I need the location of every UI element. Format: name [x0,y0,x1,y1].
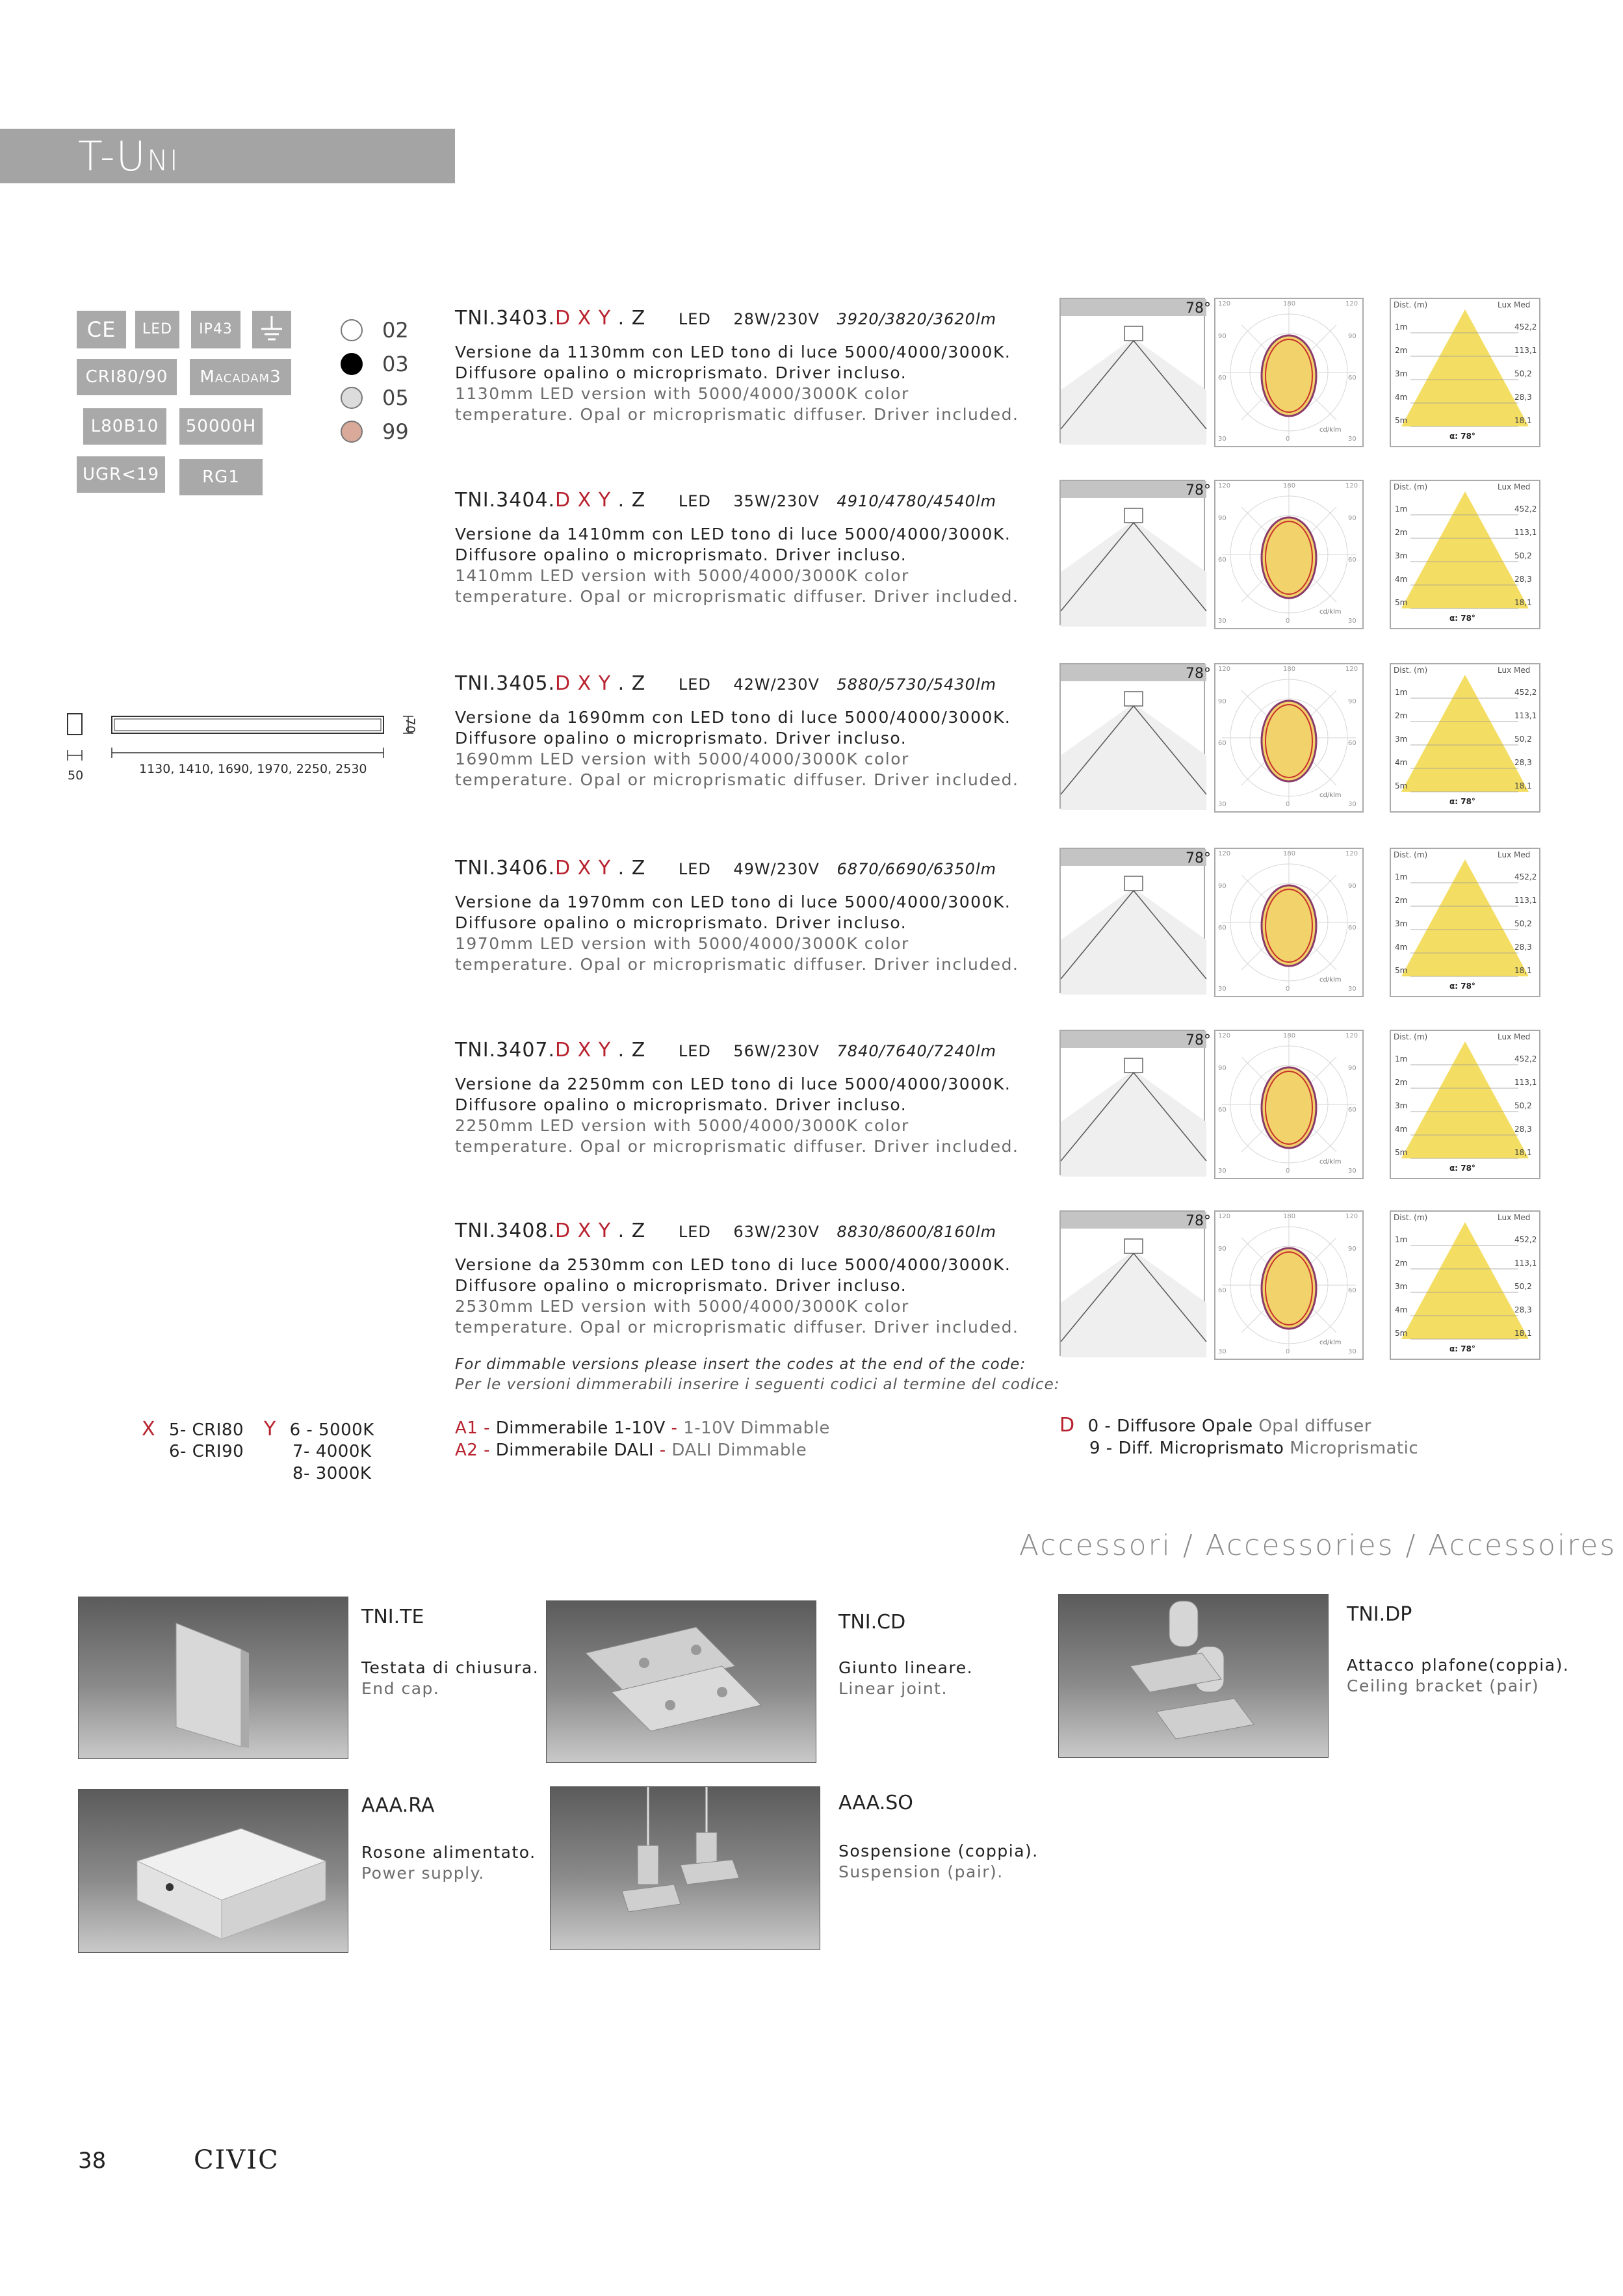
product-code: TNI.3405.D X Y . Z LED 42W/230V 5880/5730/5430lm [455,672,996,695]
polar-chart-icon [1215,849,1362,996]
cone-row-lux: 50,2 [1514,1282,1532,1291]
illuminance-cone: Dist. (m) Lux Med 1m 452,2 2m 113,1 3m 50,2 4m 28,3 5m 18,1 α: 78° [1390,848,1540,997]
cone-row-dist: 4m [1395,943,1408,952]
cone-alpha: α: 78° [1449,1164,1475,1173]
cone-row-lux: 28,3 [1514,943,1532,952]
cone-row-lux: 28,3 [1514,758,1532,767]
cone-row-dist: 5m [1395,1329,1408,1338]
cone-row-dist: 4m [1395,758,1408,767]
accessory-code: TNI.CD [838,1611,906,1634]
legend-y-item: 7- 4000K [292,1442,372,1461]
cone-row-dist: 4m [1395,1125,1408,1134]
cone-alpha: α: 78° [1449,432,1475,441]
cone-row-lux: 18,1 [1514,966,1532,975]
cone-row-dist: 4m [1395,393,1408,402]
cone-row-lux: 113,1 [1514,1078,1537,1087]
cone-row-dist: 2m [1395,1259,1408,1268]
beam-diagram [1059,1030,1211,1175]
accessory-code: TNI.DP [1347,1603,1412,1626]
ce-badge: CE [77,311,126,348]
accessory-image-suspension [550,1786,820,1950]
ground-badge [252,311,291,348]
cone-row-lux: 452,2 [1514,688,1537,697]
accessory-desc: Rosone alimentato. Power supply. [361,1843,536,1883]
illuminance-cone: Dist. (m) Lux Med 1m 452,2 2m 113,1 3m 50,2 4m 28,3 5m 18,1 α: 78° [1390,298,1540,447]
illuminance-cone: Dist. (m) Lux Med 1m 452,2 2m 113,1 3m 50,2 4m 28,3 5m 18,1 α: 78° [1390,1210,1540,1360]
l80-badge: L80B10 [83,408,166,445]
beam-angle: 78° [1186,1032,1211,1049]
cone-row-dist: 3m [1395,919,1408,928]
legend-d-item: 9 - Diff. Microprismato Microprismatic [1089,1439,1419,1458]
cone-row-dist: 5m [1395,1148,1408,1157]
cone-row-dist: 1m [1395,322,1408,332]
product-description: Versione da 1130mm con LED tono di luce 5000/4000/3000K. Diffusore opalino o microprismato. Driver incluso. 1130mm LED version with 5000/4000/3000K color temperature. Opal or microprismatic diffuser. Driver included. [455,343,1019,424]
beam-icon [1061,664,1206,810]
cone-row-lux: 113,1 [1514,896,1537,905]
finish-list [341,313,409,449]
brand-logo: CIVIC [194,2145,279,2175]
finish-swatch-black [341,353,363,375]
cone-row-dist: 1m [1395,688,1408,697]
legend-d [1059,1415,1418,1459]
cone-row-lux: 18,1 [1514,1329,1532,1338]
cone-row-dist: 5m [1395,781,1408,790]
legend-z-item: A1 - Dimmerabile 1-10V - 1-10V Dimmable [455,1418,830,1438]
beam-diagram [1059,663,1211,809]
illuminance-cone: Dist. (m) Lux Med 1m 452,2 2m 113,1 3m 50,2 4m 28,3 5m 18,1 α: 78° [1390,663,1540,813]
cone-row-lux: 113,1 [1514,346,1537,355]
page-number: 38 [78,2148,107,2174]
cone-row-dist: 1m [1395,1054,1408,1063]
cone-row-lux: 452,2 [1514,1235,1537,1244]
ugr-badge: UGR<19 [77,456,165,493]
polar-diagram: 120 180 120 90 90 60 60 30 0 30 cd/klm [1214,663,1364,813]
cone-row-dist: 1m [1395,872,1408,881]
cone-alpha: α: 78° [1449,797,1475,806]
cone-row-dist: 5m [1395,966,1408,975]
beam-angle: 78° [1186,300,1211,317]
accessory-desc: Giunto lineare. Linear joint. [838,1658,974,1698]
polar-diagram: 120 180 120 90 90 60 60 30 0 30 cd/klm [1214,298,1364,447]
cone-alpha: α: 78° [1449,982,1475,991]
macadam-badge: Macadam3 [190,359,291,395]
beam-angle: 78° [1186,482,1211,499]
polar-chart-icon [1215,299,1362,446]
page-title: T-UNI [78,133,179,180]
cri-badge: CRI80/90 [77,359,177,395]
beam-diagram [1059,1210,1211,1356]
illuminance-cone: Dist. (m) Lux Med 1m 452,2 2m 113,1 3m 50,2 4m 28,3 5m 18,1 α: 78° [1390,480,1540,629]
beam-icon [1061,849,1206,995]
product-code: TNI.3404.D X Y . Z LED 35W/230V 4910/4780/4540lm [455,489,996,512]
product-code: TNI.3406.D X Y . Z LED 49W/230V 6870/6690/6350lm [455,857,996,880]
product-description: Versione da 1410mm con LED tono di luce 5000/4000/3000K. Diffusore opalino o microprismato. Driver incluso. 1410mm LED version with 5000/4000/3000K color temperature. Opal or microprismatic diffuser. Driver included. [455,525,1019,606]
cone-alpha: α: 78° [1449,1344,1475,1353]
cone-row-dist: 1m [1395,504,1408,514]
cone-row-lux: 50,2 [1514,919,1532,928]
polar-diagram: 120 180 120 90 90 60 60 30 0 30 cd/klm [1214,480,1364,629]
beam-angle: 78° [1186,850,1211,867]
height-label: 70 [403,718,417,734]
cone-row-dist: 4m [1395,1305,1408,1314]
cone-row-dist: 2m [1395,1078,1408,1087]
finish-swatch-grey [341,387,363,409]
lifetime-badge: 50000H [179,408,263,445]
cone-row-dist: 5m [1395,416,1408,425]
cone-row-lux: 18,1 [1514,416,1532,425]
finish-swatch-copper [341,421,363,443]
legend-x-item: 6- CRI90 [169,1442,244,1461]
beam-angle: 78° [1186,1213,1211,1229]
product-description: Versione da 2250mm con LED tono di luce 5000/4000/3000K. Diffusore opalino o microprismato. Driver incluso. 2250mm LED version with 5000/4000/3000K color temperature. Opal or microprismatic diffuser. Driver included. [455,1075,1019,1156]
cone-row-lux: 18,1 [1514,598,1532,607]
product-description: Versione da 1970mm con LED tono di luce 5000/4000/3000K. Diffusore opalino o microprismato. Driver incluso. 1970mm LED version with 5000/4000/3000K color temperature. Opal or microprismatic diffuser. Driver included. [455,893,1019,974]
cone-row-dist: 2m [1395,896,1408,905]
cone-row-lux: 50,2 [1514,369,1532,378]
accessories-title: Accessori / Accessories / Accessoires [1019,1529,1617,1562]
accessory-code: AAA.SO [838,1792,913,1814]
legend-y-item: 8- 3000K [292,1464,372,1483]
cone-row-dist: 5m [1395,598,1408,607]
beam-diagram [1059,298,1211,443]
cone-row-lux: 113,1 [1514,1259,1537,1268]
cone-row-dist: 1m [1395,1235,1408,1244]
beam-icon [1061,299,1206,445]
cone-row-dist: 2m [1395,528,1408,537]
accessory-desc: Testata di chiusura. End cap. [361,1658,539,1698]
polar-diagram: 120 180 120 90 90 60 60 30 0 30 cd/klm [1214,1030,1364,1179]
illuminance-cone: Dist. (m) Lux Med 1m 452,2 2m 113,1 3m 50,2 4m 28,3 5m 18,1 α: 78° [1390,1030,1540,1179]
polar-chart-icon [1215,481,1362,628]
product-description: Versione da 1690mm con LED tono di luce 5000/4000/3000K. Diffusore opalino o microprismato. Driver incluso. 1690mm LED version with 5000/4000/3000K color temperature. Opal or microprismatic diffuser. Driver included. [455,708,1019,789]
polar-chart-icon [1215,1031,1362,1178]
dimmable-note: For dimmable versions please insert the codes at the end of the code: Per le versioni dimmerabili inserire i seguenti codici al termine del codice: [455,1356,1060,1393]
finish-item: 99 [341,415,409,449]
polar-diagram: 120 180 120 90 90 60 60 30 0 30 cd/klm [1214,1210,1364,1360]
beam-angle: 78° [1186,666,1211,682]
legend-z [455,1417,830,1461]
polar-chart-icon [1215,664,1362,811]
cone-row-dist: 3m [1395,735,1408,744]
cone-row-lux: 452,2 [1514,872,1537,881]
cone-row-lux: 50,2 [1514,1101,1532,1110]
cone-row-lux: 28,3 [1514,393,1532,402]
cone-row-dist: 2m [1395,346,1408,355]
cone-row-lux: 28,3 [1514,1125,1532,1134]
cone-row-lux: 50,2 [1514,735,1532,744]
product-code: TNI.3408.D X Y . Z LED 63W/230V 8830/8600/8160lm [455,1220,996,1242]
cone-row-lux: 50,2 [1514,551,1532,560]
rg-badge: RG1 [179,459,263,495]
title-band [0,129,455,183]
finish-swatch-white [341,319,363,341]
finish-item: 05 [341,381,409,415]
beam-diagram [1059,848,1211,993]
accessory-image-ceiling-bracket [1058,1594,1329,1758]
product-code: TNI.3403.D X Y . Z LED 28W/230V 3920/3820/3620lm [455,307,996,330]
depth-label: 50 [68,768,84,783]
finish-item: 02 [341,313,409,347]
cone-row-dist: 4m [1395,575,1408,584]
accessory-desc: Sospensione (coppia). Suspension (pair). [838,1842,1039,1881]
cone-row-dist: 3m [1395,551,1408,560]
cone-row-lux: 113,1 [1514,711,1537,720]
legend-z-item: A2 - Dimmerabile DALI - DALI Dimmable [455,1441,807,1460]
cone-row-dist: 3m [1395,1282,1408,1291]
legend-y: Y 6 - 5000K [264,1418,374,1441]
finish-item: 03 [341,347,409,381]
legend-x: X 5- CRI80 [142,1418,244,1441]
cone-row-lux: 113,1 [1514,528,1537,537]
cone-row-lux: 452,2 [1514,1054,1537,1063]
beam-diagram [1059,480,1211,625]
lengths-label: 1130, 1410, 1690, 1970, 2250, 2530 [139,762,367,776]
beam-icon [1061,481,1206,627]
product-code: TNI.3407.D X Y . Z LED 56W/230V 7840/7640/7240lm [455,1039,996,1062]
polar-diagram: 120 180 120 90 90 60 60 30 0 30 cd/klm [1214,848,1364,997]
ip-badge: IP43 [191,311,240,348]
cone-row-lux: 452,2 [1514,504,1537,514]
cone-row-dist: 3m [1395,369,1408,378]
accessory-code: AAA.RA [361,1794,435,1817]
cone-alpha: α: 78° [1449,614,1475,623]
cone-row-lux: 28,3 [1514,575,1532,584]
accessory-image-linear-joint [546,1600,816,1763]
accessory-image-power-supply [78,1789,348,1953]
beam-icon [1061,1031,1206,1177]
led-badge: LED [135,311,179,348]
accessory-image-end-cap [78,1597,348,1759]
product-description: Versione da 2530mm con LED tono di luce 5000/4000/3000K. Diffusore opalino o microprismato. Driver incluso. 2530mm LED version with 5000/4000/3000K color temperature. Opal or microprismatic diffuser. Driver included. [455,1255,1019,1337]
legend-d-item: D 0 - Diffusore Opale Opal diffuser [1059,1414,1371,1437]
beam-icon [1061,1212,1206,1357]
cone-row-lux: 18,1 [1514,781,1532,790]
cone-row-lux: 18,1 [1514,1148,1532,1157]
accessory-desc: Attacco plafone(coppia). Ceiling bracket (pair) [1347,1656,1570,1695]
cone-row-dist: 3m [1395,1101,1408,1110]
cone-row-lux: 452,2 [1514,322,1537,332]
ground-icon [252,311,291,348]
polar-chart-icon [1215,1212,1362,1359]
cone-row-dist: 2m [1395,711,1408,720]
accessory-code: TNI.TE [361,1606,424,1628]
cone-row-lux: 28,3 [1514,1305,1532,1314]
